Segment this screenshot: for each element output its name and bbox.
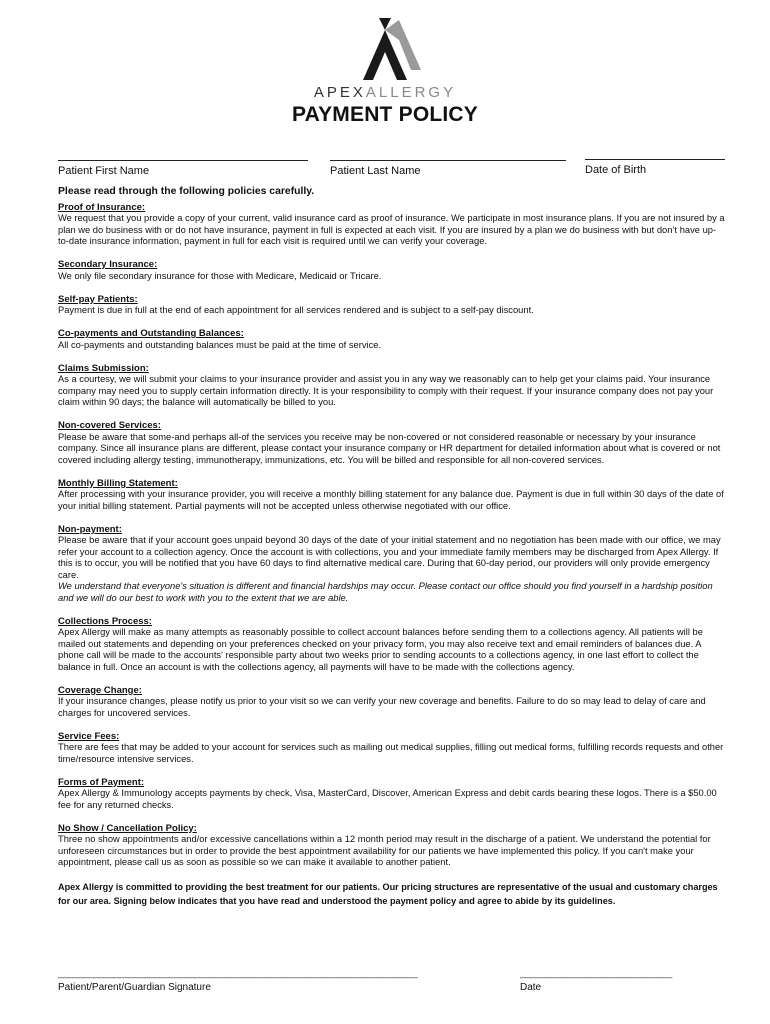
- section-heading: Coverage Change:: [58, 684, 142, 696]
- section-heading: Non-payment:: [58, 523, 122, 535]
- section-heading: No Show / Cancellation Policy:: [58, 822, 197, 834]
- section-heading: Collections Process:: [58, 615, 152, 627]
- section-self-pay: [58, 294, 726, 317]
- first-name-field[interactable]: [58, 160, 308, 177]
- section-non-covered: [58, 420, 726, 466]
- policy-content: [58, 186, 726, 908]
- section-text: All co-payments and outstanding balances must be paid at the time of service.: [58, 339, 382, 350]
- signature-label: Patient/Parent/Guardian Signature: [58, 982, 211, 993]
- section-non-payment: [58, 524, 726, 605]
- dob-label: Date of Birth: [585, 164, 647, 176]
- signature-date-field[interactable]: [520, 968, 672, 993]
- section-service-fees: [58, 731, 726, 766]
- first-name-label: Patient First Name: [58, 165, 150, 177]
- section-text: There are fees that may be added to your account for services such as mailing out medical supplies, filling out medical forms, fulfilling records requests and other time/resource intensive services.: [58, 742, 724, 764]
- signature-line: _______________________________________________________________________: [58, 968, 418, 979]
- last-name-field[interactable]: [330, 160, 566, 177]
- signature-field[interactable]: [58, 968, 417, 993]
- brand-name: APEXALLERGY: [313, 84, 457, 101]
- commitment-statement: Apex Allergy is committed to providing the best treatment for our patients. Our pricing structures are representative of the usual and customary charges for our area. Signing below indicates that you have read and understood the payment policy and agree to abide by its guidelines.: [58, 882, 718, 906]
- section-text: Apex Allergy & Immunology accepts payments by check, Visa, MasterCard, Discover, American Express and debit cards bearing these logos. There is a $50.00 fee for any returned checks.: [58, 788, 717, 810]
- date-line: ______________________________: [520, 968, 672, 979]
- section-heading: Non-covered Services:: [58, 420, 161, 431]
- section-secondary-insurance: [58, 259, 726, 282]
- last-name-label: Patient Last Name: [330, 165, 421, 177]
- section-text: As a courtesy, we will submit your claims to your insurance provider and assist you in any way we reasonably can to help get your claims paid. Your insurance company may need you to supply certain information directly. It is your responsibility to comply with their request. If your insurance company does not pay your claim within 90 days; the balance will automatically be billed to you.: [58, 374, 714, 407]
- section-text: Payment is due in full at the end of each appointment for all services rendered and is subject to a self-pay discount.: [58, 305, 534, 315]
- section-monthly-billing: [58, 478, 726, 513]
- section-italic-text: We understand that everyone's situation is different and financial hardships may occur. Please contact our office should you find yourself in a hardship position and we will do our best to work with you to the extent that we are able.: [58, 581, 713, 603]
- section-proof-of-insurance: [58, 202, 726, 248]
- section-heading: Monthly Billing Statement:: [58, 477, 178, 489]
- section-heading: Claims Submission:: [58, 362, 149, 374]
- section-text: Three no show appointments and/or excessive cancellations within a 12 month period may result in the discharge of a patient. We understand the potential for unforeseen circumstances but in order to provide the best appointment availability for our patients we have implemented this policy. If you can't make your appointment, please call us as soon as possible so we can make it available to another patient.: [58, 834, 711, 867]
- section-heading: Forms of Payment:: [58, 776, 145, 788]
- section-text: If your insurance changes, please notify us prior to your visit so we can verify your new coverage and benefits. Failure to do so may lead to delay of care and charges for uncovered services.: [58, 696, 706, 718]
- section-collections: [58, 616, 726, 674]
- section-heading: Service Fees:: [58, 730, 120, 742]
- section-no-show: [58, 823, 726, 869]
- section-text: After processing with your insurance provider, you will receive a monthly billing statement for any balance due. Payment is due in full within 30 days of the date of your initial billing statement. Partial payments will not be accepted unless otherwise negotiated with our office.: [58, 489, 724, 511]
- section-co-payments: [58, 328, 726, 351]
- apex-allergy-logo: [0, 14, 770, 84]
- section-text: Apex Allergy will make as many attempts as reasonably possible to collect account balances before sending them to a collections agency. All patients will be mailed out statements and depending on your preferences checked on your privacy form, you may also receive text and email reminders of balances due. A phone call will be made to the accounts' responsible party about two weeks prior to sending accounts to a collections agency, in one last effort to collect the balance in full. Once an account is with the collections agency, all payments will have to be made with the collections agency.: [58, 627, 703, 672]
- section-forms-of-payment: [58, 777, 726, 812]
- section-text: Please be aware that if your account goes unpaid beyond 30 days of the date of your initial statement and no negotiation has been made with our office, we may refer your account to a collection agency. Once the account is with collections, you and your immediate family members may be discharged from Apex Allergy. If this is to occur, you will be notified that you have 60 days to find alternative medical care. During that 60-day period, our providers will only provide emergency care.: [58, 535, 721, 580]
- section-heading: Co-payments and Outstanding Balances:: [58, 328, 244, 339]
- dob-field[interactable]: [585, 159, 725, 176]
- section-heading: Secondary Insurance:: [58, 259, 158, 270]
- section-heading: Self-pay Patients:: [58, 293, 138, 305]
- section-text: We only file secondary insurance for those with Medicare, Medicaid or Tricare.: [58, 270, 382, 281]
- section-coverage-change: [58, 685, 726, 720]
- section-text: Please be aware that some-and perhaps all-of the services you receive may be non-covered or not considered reasonable or necessary by your insurance company. Since all insurance plans are different, please contact your insurance company or HR department for detailed information about what is covered or not covered including allergy testing, immunotherapy, immunizations, etc. You will be billed and responsible for all non-covered services.: [58, 431, 721, 465]
- section-text: We request that you provide a copy of your current, valid insurance card as proof of insurance. We participate in most insurance plans. If you are not insured by a plan we do business with or do not have insurance, payment in full is expected at each visit. If you are insured by a plan we do business with but don’t have up-to-date insurance information, payment in full for each visit is required until we can verify your coverage.: [58, 213, 725, 246]
- section-claims-submission: [58, 363, 726, 409]
- intro-text: Please read through the following policies carefully.: [58, 186, 315, 197]
- page-title: PAYMENT POLICY: [292, 103, 478, 126]
- date-label: Date: [520, 982, 542, 993]
- section-heading: Proof of Insurance:: [58, 201, 146, 213]
